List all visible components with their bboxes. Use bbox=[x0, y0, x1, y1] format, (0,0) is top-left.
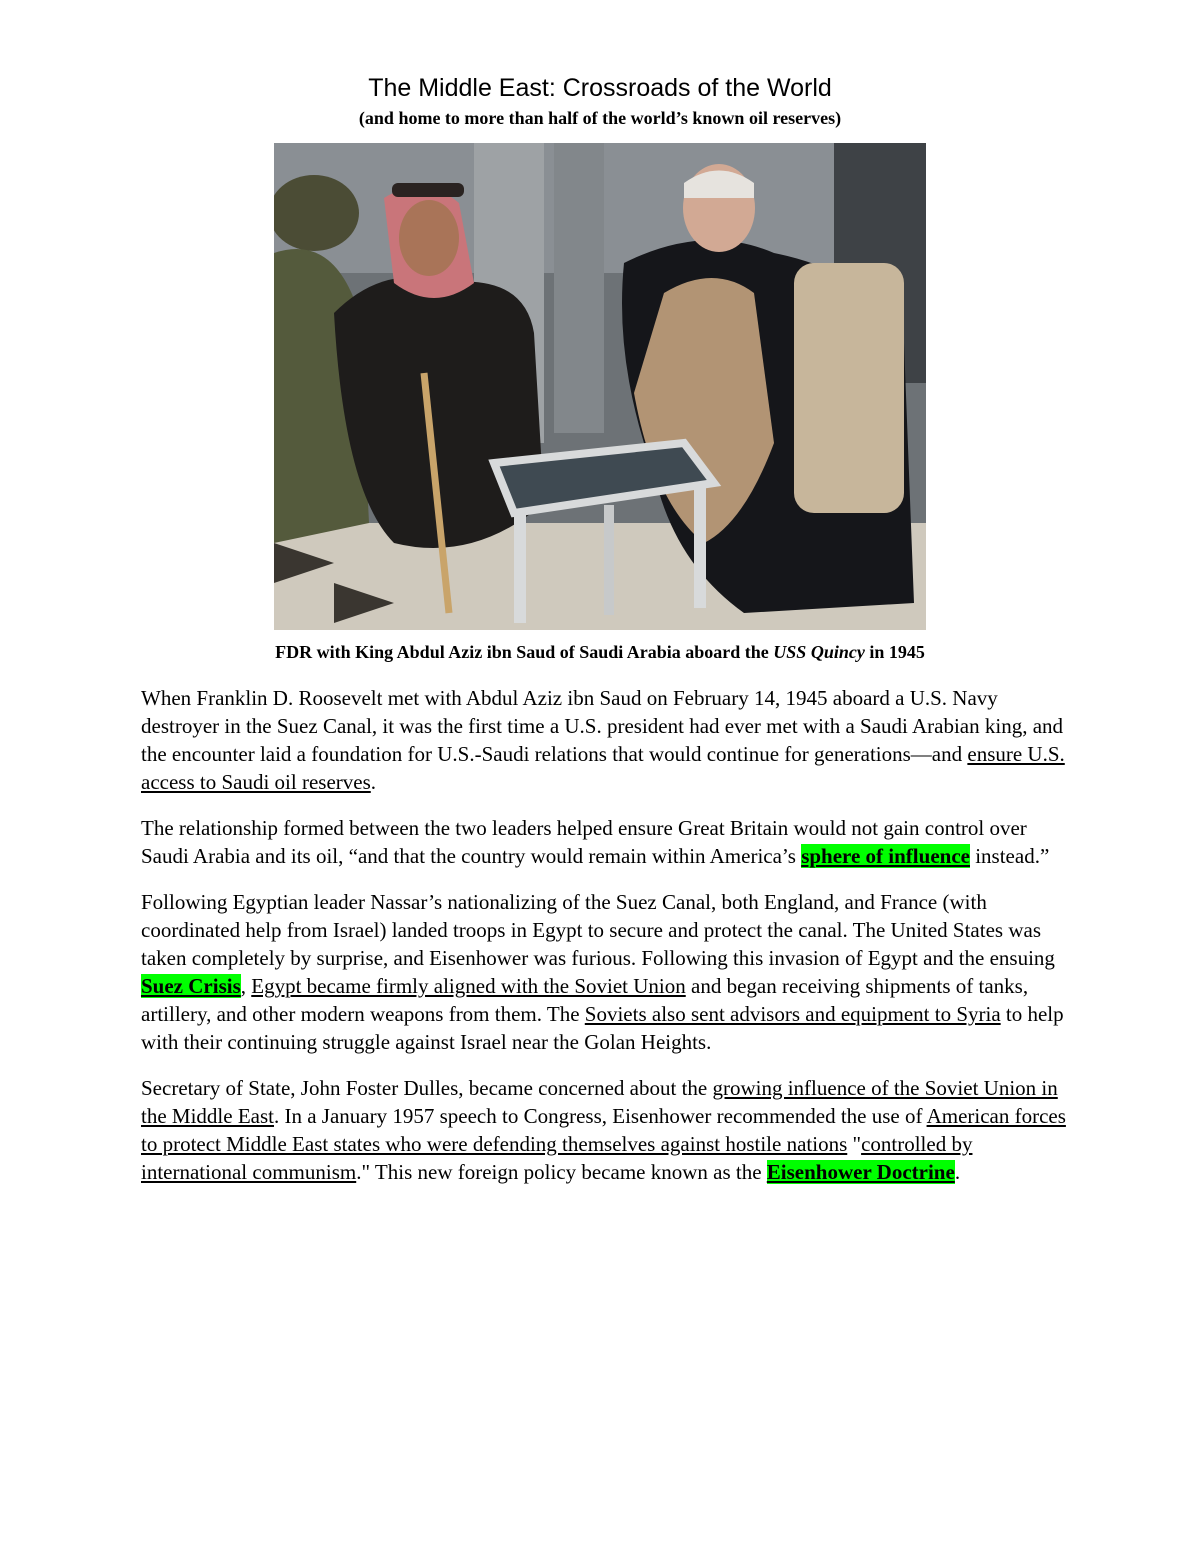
page-title: The Middle East: Crossroads of the World bbox=[368, 74, 832, 102]
highlighted-term: Suez Crisis bbox=[141, 974, 241, 998]
underlined-phrase: American forces to protect Middle East states who were defending themselves against hostile nations bbox=[141, 1104, 1066, 1156]
text-run: Secretary of State, John Foster Dulles, became concerned about the bbox=[141, 1076, 713, 1100]
text-run: to help with their continuing struggle against Israel near the Golan Heights. bbox=[141, 1002, 1064, 1054]
photo-illustration bbox=[274, 143, 926, 630]
paragraph-roosevelt-meeting bbox=[141, 684, 1071, 796]
highlighted-term: Eisenhower Doctrine bbox=[766, 1160, 955, 1184]
body-text bbox=[141, 684, 1071, 1204]
text-run: When Franklin D. Roosevelt met with Abdul Aziz ibn Saud on February 14, 1945 aboard a U.S. Navy destroyer in the Suez Canal, it was the first time a U.S. president had ever met with a Saudi Arabian king, and the encounter laid a foundation for U.S.-Saudi relations that would continue for generations—and bbox=[141, 686, 1064, 766]
text-run: and began receiving shipments of tanks, artillery, and other modern weapons from them. The bbox=[141, 974, 1029, 1026]
text-run: ." This new foreign policy became known as the bbox=[356, 1160, 767, 1184]
photo-caption bbox=[0, 640, 1200, 664]
caption-text-end: in 1945 bbox=[864, 642, 925, 662]
underlined-phrase: ensure U.S. access to Saudi oil reserves bbox=[141, 742, 1065, 794]
text-run: . bbox=[954, 1160, 961, 1184]
text-run: " bbox=[847, 1132, 862, 1156]
caption-text: FDR with King Abdul Aziz ibn Saud of Saudi Arabia aboard the bbox=[275, 642, 774, 662]
text-run: Following Egyptian leader Nassar’s nationalizing of the Suez Canal, both England, and France (with coordinated help from Israel) landed troops in Egypt to secure and protect the canal. The United States was taken completely by surprise, and Eisenhower was furious. Following this invasion of Egypt and the ensuing bbox=[141, 890, 1055, 970]
historical-photo bbox=[274, 143, 926, 630]
paragraph-sphere-of-influence bbox=[141, 814, 1071, 870]
text-run: instead.” bbox=[969, 844, 1050, 868]
text-run: , bbox=[240, 974, 252, 998]
paragraph-suez-crisis bbox=[141, 888, 1071, 1056]
caption-ship-name: USS Quincy bbox=[773, 642, 865, 662]
paragraph-eisenhower-doctrine bbox=[141, 1074, 1071, 1186]
highlighted-term: sphere of influence bbox=[801, 844, 970, 868]
text-run: . bbox=[370, 770, 377, 794]
underlined-phrase: Soviets also sent advisors and equipment to Syria bbox=[584, 1002, 1001, 1026]
page-subtitle: (and home to more than half of the world’s known oil reserves) bbox=[358, 108, 842, 128]
underlined-phrase: growing influence of the Soviet Union in the Middle East bbox=[141, 1076, 1058, 1128]
text-run: . In a January 1957 speech to Congress, Eisenhower recommended the use of bbox=[273, 1104, 927, 1128]
underlined-phrase: controlled by international communism bbox=[141, 1132, 973, 1184]
text-run: The relationship formed between the two leaders helped ensure Great Britain would not gain control over Saudi Arabia and its oil, “and that the country would remain within America’s bbox=[141, 816, 1027, 868]
underlined-phrase: Egypt became firmly aligned with the Soviet Union bbox=[251, 974, 686, 998]
